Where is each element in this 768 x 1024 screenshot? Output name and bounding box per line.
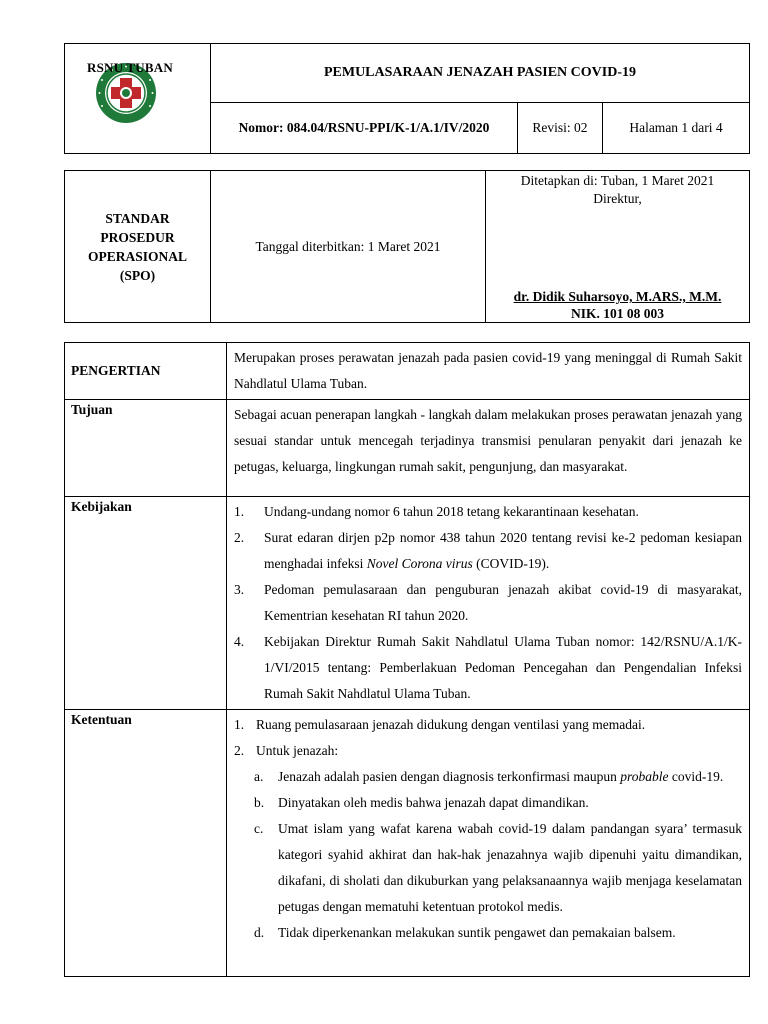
issue-date: Tanggal diterbitkan: 1 Maret 2021 xyxy=(211,171,486,323)
tujuan-label: Tujuan xyxy=(65,400,227,497)
list-item: c. Umat islam yang wafat karena wabah covid-19 dalam pandangan syara’ termasuk kategori syahid akhirat dan hak-hak jenazahnya wajib dipenuhi yaitu dimandikan, dikafani, di sholati dan dikuburkan yang pelaksanaannya wajib menjaga keselamatan petugas dengan mematuhi ketentuan protokol medis. xyxy=(254,821,742,914)
list-item: 2. Surat edaran dirjen p2p nomor 438 tahun 2020 tentang revisi ke-2 pedoman kesiapan menghadai infeksi Novel Corona virus (COVID-19). xyxy=(234,530,742,571)
doc-type-line: OPERASIONAL xyxy=(87,248,187,264)
list-item: 1. Ruang pemulasaraan jenazah didukung dengan ventilasi yang memadai. xyxy=(234,717,646,732)
list-item: 4. Kebijakan Direktur Rumah Sakit Nahdlatul Ulama Tuban nomor: 142/RSNU/A.1/K-1/VI/2015 tentang: Pemberlakuan Pedoman Pencegahan dan Pengendalian Infeksi Rumah Sakit Nahdlatul Ulama Tuban. xyxy=(234,634,742,701)
list-item: d. Tidak diperkenankan melakukan suntik pengawet dan pemakaian balsem. xyxy=(254,925,676,940)
list-item: b. Dinyatakan oleh medis bahwa jenazah dapat dimandikan. xyxy=(254,795,589,810)
signer-name: dr. Didik Suharsoyo, M.ARS., M.M. xyxy=(513,289,722,304)
kebijakan-list-cell xyxy=(227,497,750,710)
ketentuan-sublist xyxy=(234,764,742,946)
doc-type-line: PROSEDUR xyxy=(100,229,175,245)
hospital-short-name: RSNU TUBAN xyxy=(87,60,173,75)
document-title: PEMULASARAAN JENAZAH PASIEN COVID-19 xyxy=(211,44,750,103)
document-number: Nomor: 084.04/RSNU-PPI/K-1/A.1/IV/2020 xyxy=(211,103,518,154)
list-item: 3. Pedoman pemulasaraan dan penguburan jenazah akibat covid-19 di masyarakat, Kementrian kesehatan RI tahun 2020. xyxy=(234,582,742,623)
revision-number: Revisi: 02 xyxy=(518,103,603,154)
list-item: 1. Undang-undang nomor 6 tahun 2018 tetang kekarantinaan kesehatan. xyxy=(234,504,639,519)
ketentuan-list xyxy=(234,712,742,946)
doc-type-line: (SPO) xyxy=(119,267,156,283)
kebijakan-label: Kebijakan xyxy=(65,497,227,710)
set-at: Ditetapkan di: Tuban, 1 Maret 2021 xyxy=(520,173,715,188)
approval-cell xyxy=(486,171,750,323)
signer-nik: NIK. 101 08 003 xyxy=(570,306,664,321)
header-table xyxy=(64,43,750,154)
logo-cell xyxy=(65,44,211,154)
director-title: Direktur, xyxy=(593,191,642,206)
ketentuan-label: Ketentuan xyxy=(65,710,227,977)
kebijakan-list xyxy=(234,499,742,707)
document-type xyxy=(65,171,211,323)
tujuan-text: Sebagai acuan penerapan langkah - langkah dalam melakukan proses perawatan jenazah yang sesuai standar untuk mencegah terjadinya transmisi penularan penyakit dari jenazah ke petugas, keluarga, lingkungan rumah sakit, pengunjung, dan masyarakat. xyxy=(227,400,750,497)
content-table xyxy=(64,342,750,977)
page-indicator: Halaman 1 dari 4 xyxy=(603,103,750,154)
list-item: a. Jenazah adalah pasien dengan diagnosis terkonfirmasi maupun probable covid-19. xyxy=(254,769,724,784)
pengertian-label: PENGERTIAN xyxy=(65,343,227,400)
info-table xyxy=(64,170,750,323)
doc-type-line: STANDAR xyxy=(105,210,170,226)
list-item: 2. Untuk jenazah: a. Jenazah adalah pasien dengan diagnosis terkonfirmasi maupun probable covid-19. b. Dinyatakan oleh medis bahwa jenazah dapat dimandikan. c. Umat islam yang wafat karena wabah covid-19 dalam pandangan syara’ termasuk kategori syahid akhirat dan hak-hak jenazahnya wajib dipenuhi yaitu dimandikan, dikafani, di sholati dan dikuburkan yang pelaksanaannya wajib menjaga keselamatan petugas dengan mematuhi ketentuan protokol medis. d. Tidak diperkenankan melakukan suntik pengawet dan pemakaian balsem. xyxy=(234,738,742,946)
ketentuan-list-cell xyxy=(227,710,750,977)
pengertian-text: Merupakan proses perawatan jenazah pada pasien covid-19 yang meninggal di Rumah Sakit Nahdlatul Ulama Tuban. xyxy=(227,343,750,400)
